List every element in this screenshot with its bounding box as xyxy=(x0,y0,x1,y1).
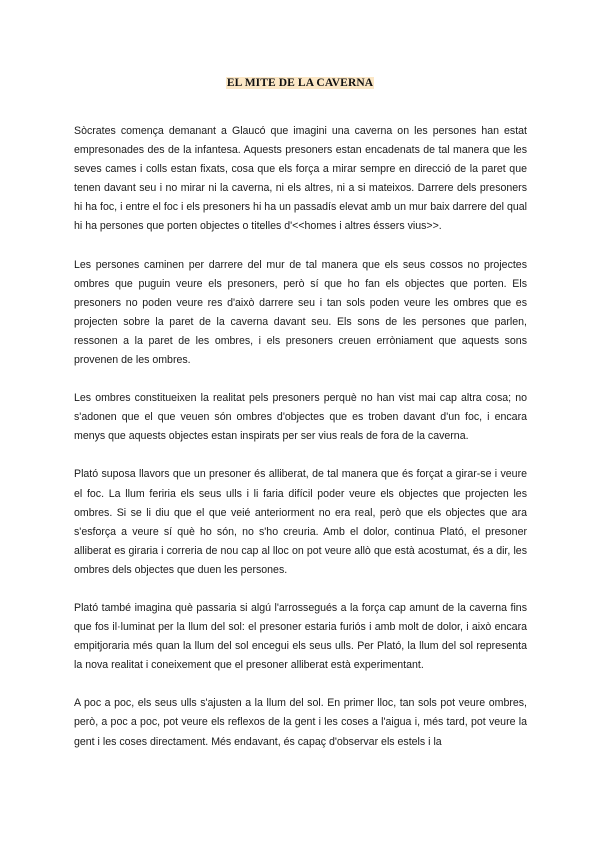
paragraph-1: Sòcrates comença demanant a Glaucó que imagini una caverna on les persones han estat empresonades des de la infantesa. Aquests presoners estan encadenats de tal manera que les seves cames i colls estan fixats, cosa que els força a mirar sempre en direcció de la paret que tenen davant seu i no mirar ni la caverna, ni els altres, ni a si mateixos. Darrere dels presoners hi ha foc, i entre el foc i els presoners hi ha un passadís elevat amb un mur baix darrere del qual hi ha persones que porten objectes o titelles d'<<homes i altres éssers vius>>. xyxy=(74,125,527,233)
paragraph-6: A poc a poc, els seus ulls s'ajusten a la llum del sol. En primer lloc, tan sols pot veure ombres, però, a poc a poc, pot veure els reflexos de la gent i les coses a l'aigua i, més tard, pot veure la gent i les coses directament. Més endavant, és capaç d'observar els estels i la xyxy=(74,697,527,748)
paragraph-4: Plató suposa llavors que un presoner és alliberat, de tal manera que és forçat a girar-se i veure el foc. La llum feriria els seus ulls i li faria difícil poder veure els objectes que projecten les ombres. Si se li diu que el que veié anteriorment no era real, però que els objectes que ara s'esforça a veure sí què ho són, no s'ho creuria. Amb el dolor, continua Plató, el presoner alliberat es giraria i correria de nou cap al lloc on pot veure allò que està acostumat, és a dir, les ombres dels objectes que duen les persones. xyxy=(74,468,527,576)
paragraph-5: Plató també imagina què passaria si algú l'arrossegués a la força cap amunt de la caverna fins que fos il·luminat per la llum del sol: el presoner estaria furiós i amb molt de dolor, i això encara empitjoraria més quan la llum del sol encegui els seus ulls. Per Plató, la llum del sol representa la nova realitat i coneixement que el presoner alliberat està experimentant. xyxy=(74,601,527,672)
paragraph-3: Les ombres constitueixen la realitat pels presoners perquè no han vist mai cap altra cosa; no s'adonen que el que veuen són ombres d'objectes que es troben davant d'un foc, i encara menys que aquests objectes estan inspirats per ser vius reals de fora de la caverna. xyxy=(74,392,527,443)
paragraph-2: Les persones caminen per darrere del mur de tal manera que els seus cossos no projectes ombres que puguin veure els presoners, però sí que ho fan els objectes que porten. Els presoners no poden veure res d'això darrere seu i tan sols poden veure les ombres que es projecten sobre la paret de la caverna davant seu. Els sons de les persones que parlen, ressonen a la paret de les ombres, i els presoners creuen erròniament que aquests sons provenen de les ombres. xyxy=(74,258,527,367)
document-body xyxy=(74,122,527,771)
document-title-text: EL MITE DE LA CAVERNA xyxy=(226,77,374,89)
document-title xyxy=(0,76,600,91)
